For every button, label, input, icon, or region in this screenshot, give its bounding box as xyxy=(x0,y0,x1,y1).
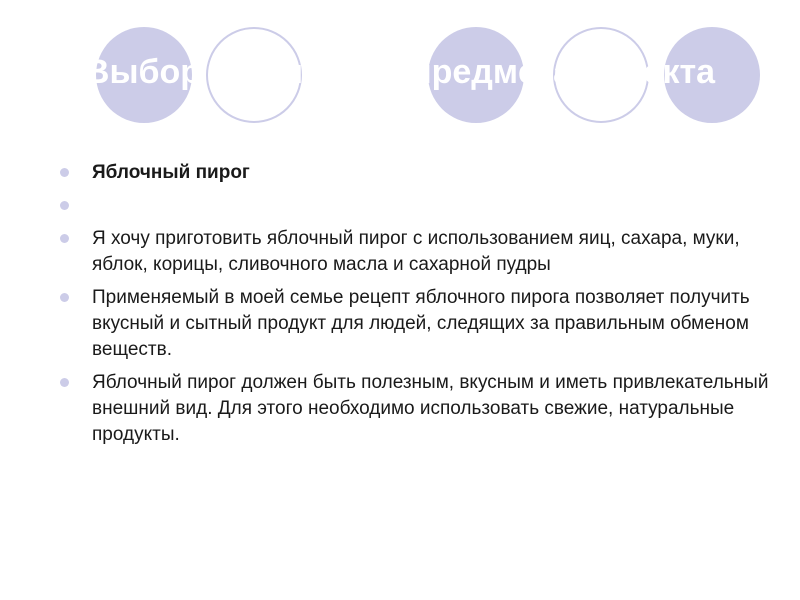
bullet-icon xyxy=(60,234,69,243)
bullet-text: Я хочу приготовить яблочный пирог с использованием яиц, сахара, муки, яблок, корицы, сливочного масла и сахарной пудры xyxy=(92,228,740,275)
bullet-item-requirements xyxy=(60,370,770,448)
bullet-icon xyxy=(60,201,69,210)
bullet-icon xyxy=(60,168,69,177)
bullet-icon xyxy=(60,378,69,387)
bullet-item-ingredients xyxy=(60,226,770,278)
bullet-icon xyxy=(60,293,69,302)
bullet-text: Применяемый в моей семье рецепт яблочного пирога позволяет получить вкусный и сытный продукт для людей, следящих за правильным обменом веществ. xyxy=(92,287,750,360)
bullet-text: Яблочный пирог должен быть полезным, вкусным и иметь привлекательный внешний вид. Для этого необходимо использовать свежие, натуральные продукты. xyxy=(92,372,769,445)
bullet-list xyxy=(60,160,770,455)
bullet-item-topic xyxy=(60,160,770,186)
slide-title: Выбор и описание предмета проекта xyxy=(84,53,716,91)
bullet-item-family-recipe xyxy=(60,285,770,363)
bullet-text: Яблочный пирог xyxy=(92,162,250,183)
bullet-item-empty xyxy=(60,193,770,219)
